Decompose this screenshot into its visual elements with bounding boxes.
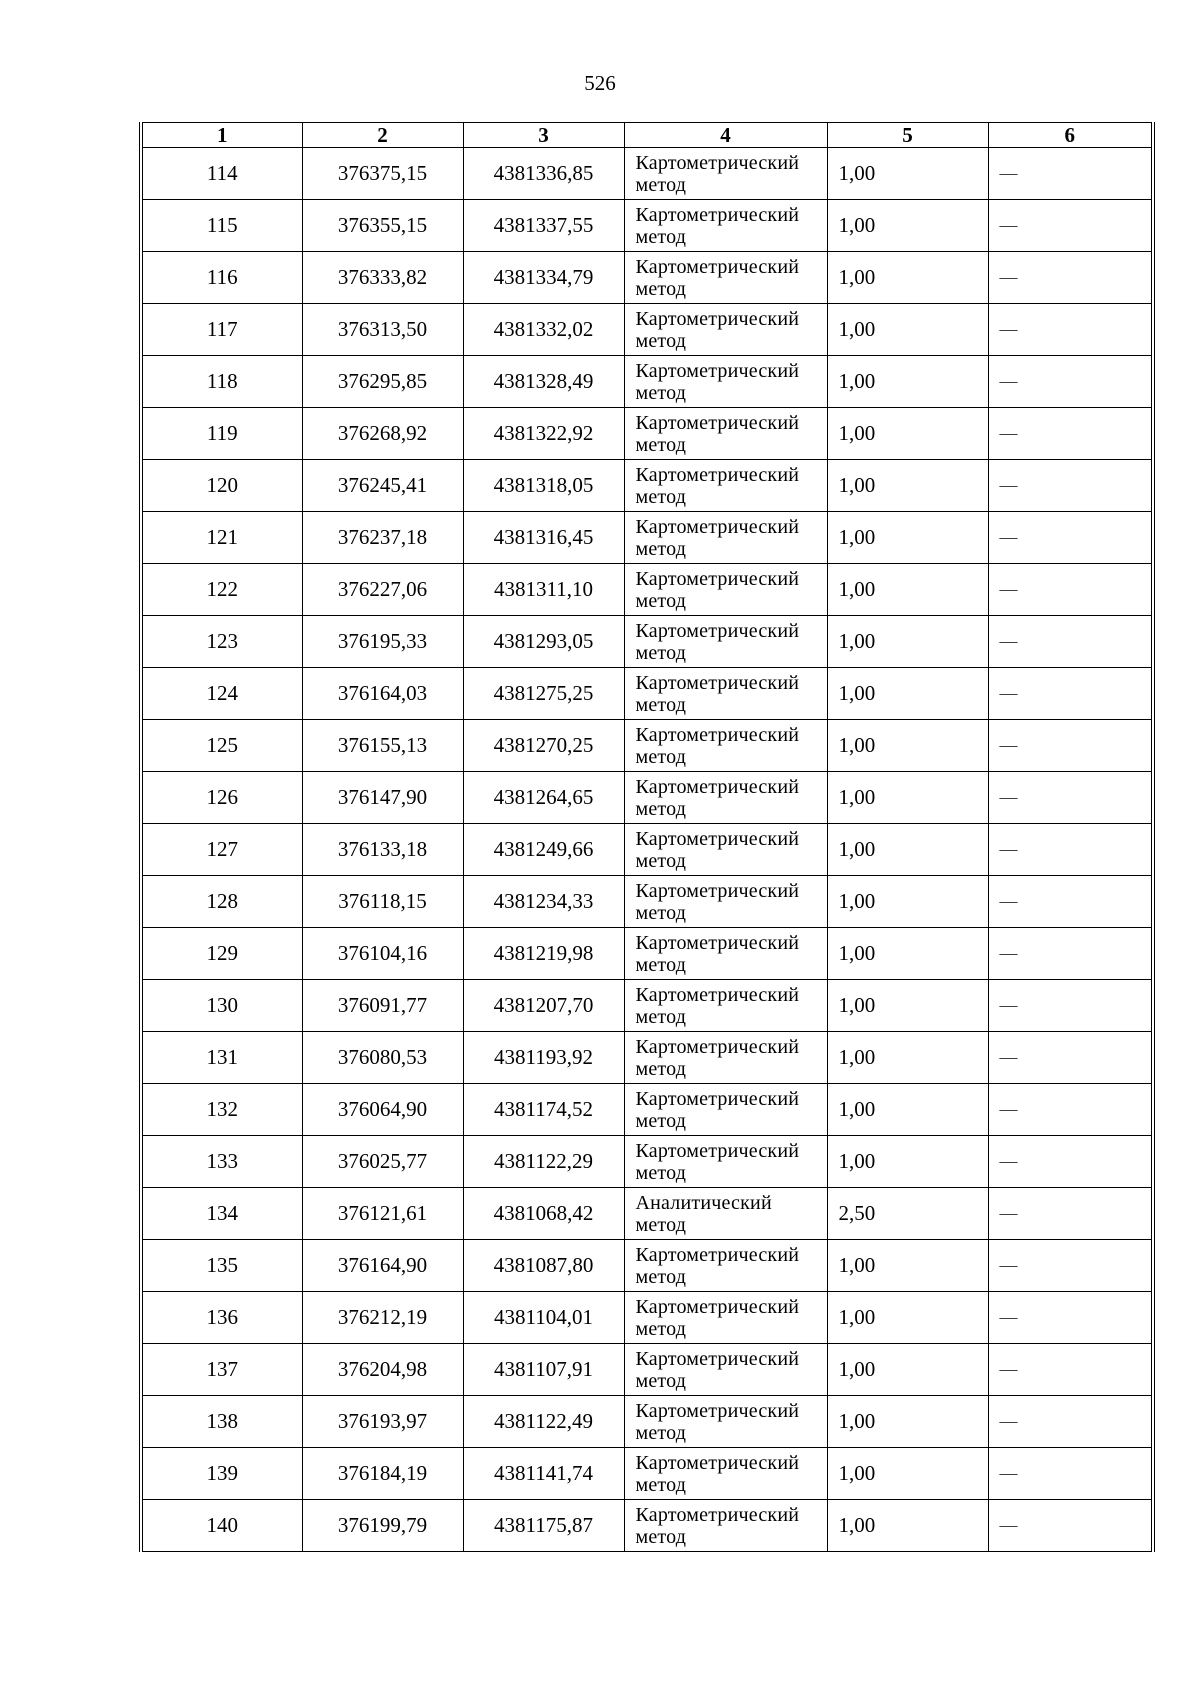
accuracy-cell: 1,00 bbox=[827, 928, 988, 980]
x-coordinate-cell: 376118,15 bbox=[302, 876, 463, 928]
y-coordinate-cell: 4381328,49 bbox=[463, 356, 624, 408]
table-row bbox=[141, 1500, 1153, 1552]
accuracy-cell: 1,00 bbox=[827, 668, 988, 720]
x-coordinate-cell: 376268,92 bbox=[302, 408, 463, 460]
point-number-cell: 133 bbox=[141, 1136, 302, 1188]
x-coordinate-cell: 376295,85 bbox=[302, 356, 463, 408]
method-cell bbox=[624, 980, 827, 1032]
table-row bbox=[141, 1448, 1153, 1500]
method-cell bbox=[624, 304, 827, 356]
method-line: метод bbox=[635, 1421, 687, 1444]
table-row bbox=[141, 876, 1153, 928]
accuracy-cell: 1,00 bbox=[827, 824, 988, 876]
method-line: Аналитический bbox=[635, 1191, 772, 1214]
page-number: 526 bbox=[584, 71, 616, 95]
accuracy-cell: 2,50 bbox=[827, 1188, 988, 1240]
method-line: метод bbox=[635, 1213, 687, 1236]
accuracy-cell: 1,00 bbox=[827, 1448, 988, 1500]
point-number-cell: 115 bbox=[141, 200, 302, 252]
method-line: метод bbox=[635, 1525, 687, 1548]
header-cell-4: 4 bbox=[624, 123, 827, 148]
accuracy-cell: 1,00 bbox=[827, 512, 988, 564]
method-line: Картометрический bbox=[635, 879, 800, 902]
method-line: Картометрический bbox=[635, 619, 800, 642]
table-row bbox=[141, 1032, 1153, 1084]
point-number-cell: 118 bbox=[141, 356, 302, 408]
method-line: метод bbox=[635, 433, 687, 456]
table-row bbox=[141, 1344, 1153, 1396]
method-line: метод bbox=[635, 173, 687, 196]
y-coordinate-cell: 4381336,85 bbox=[463, 148, 624, 200]
method-line: метод bbox=[635, 1369, 687, 1392]
y-coordinate-cell: 4381249,66 bbox=[463, 824, 624, 876]
table-row bbox=[141, 616, 1153, 668]
method-cell bbox=[624, 772, 827, 824]
method-line: Картометрический bbox=[635, 151, 800, 174]
method-line: метод bbox=[635, 225, 687, 248]
note-cell: — bbox=[988, 928, 1153, 980]
accuracy-cell: 1,00 bbox=[827, 1500, 988, 1552]
x-coordinate-cell: 376121,61 bbox=[302, 1188, 463, 1240]
table-row bbox=[141, 1292, 1153, 1344]
method-line: Картометрический bbox=[635, 567, 800, 590]
x-coordinate-cell: 376237,18 bbox=[302, 512, 463, 564]
method-line: метод bbox=[635, 329, 687, 352]
method-cell bbox=[624, 1292, 827, 1344]
method-line: метод bbox=[635, 745, 687, 768]
method-cell bbox=[624, 408, 827, 460]
method-cell bbox=[624, 564, 827, 616]
method-line: метод bbox=[635, 953, 687, 976]
method-line: метод bbox=[635, 589, 687, 612]
y-coordinate-cell: 4381174,52 bbox=[463, 1084, 624, 1136]
point-number-cell: 140 bbox=[141, 1500, 302, 1552]
method-cell bbox=[624, 1500, 827, 1552]
table-row bbox=[141, 564, 1153, 616]
method-line: Картометрический bbox=[635, 255, 800, 278]
note-cell: — bbox=[988, 824, 1153, 876]
accuracy-cell: 1,00 bbox=[827, 616, 988, 668]
method-line: Картометрический bbox=[635, 307, 800, 330]
x-coordinate-cell: 376204,98 bbox=[302, 1344, 463, 1396]
method-line: Картометрический bbox=[635, 723, 800, 746]
method-cell bbox=[624, 1240, 827, 1292]
y-coordinate-cell: 4381270,25 bbox=[463, 720, 624, 772]
point-number-cell: 126 bbox=[141, 772, 302, 824]
method-line: Картометрический bbox=[635, 1399, 800, 1422]
point-number-cell: 137 bbox=[141, 1344, 302, 1396]
y-coordinate-cell: 4381311,10 bbox=[463, 564, 624, 616]
method-line: метод bbox=[635, 537, 687, 560]
y-coordinate-cell: 4381334,79 bbox=[463, 252, 624, 304]
header-cell-3: 3 bbox=[463, 123, 624, 148]
note-cell: — bbox=[988, 304, 1153, 356]
x-coordinate-cell: 376025,77 bbox=[302, 1136, 463, 1188]
method-line: метод bbox=[635, 641, 687, 664]
x-coordinate-cell: 376313,50 bbox=[302, 304, 463, 356]
method-cell bbox=[624, 356, 827, 408]
method-cell bbox=[624, 668, 827, 720]
table-row bbox=[141, 200, 1153, 252]
point-number-cell: 124 bbox=[141, 668, 302, 720]
method-line: Картометрический bbox=[635, 1087, 800, 1110]
accuracy-cell: 1,00 bbox=[827, 304, 988, 356]
x-coordinate-cell: 376064,90 bbox=[302, 1084, 463, 1136]
accuracy-cell: 1,00 bbox=[827, 1136, 988, 1188]
x-coordinate-cell: 376184,19 bbox=[302, 1448, 463, 1500]
accuracy-cell: 1,00 bbox=[827, 408, 988, 460]
note-cell: — bbox=[988, 668, 1153, 720]
accuracy-cell: 1,00 bbox=[827, 1240, 988, 1292]
table-row bbox=[141, 460, 1153, 512]
table-row bbox=[141, 1396, 1153, 1448]
point-number-cell: 120 bbox=[141, 460, 302, 512]
x-coordinate-cell: 376212,19 bbox=[302, 1292, 463, 1344]
y-coordinate-cell: 4381337,55 bbox=[463, 200, 624, 252]
accuracy-cell: 1,00 bbox=[827, 460, 988, 512]
method-cell bbox=[624, 928, 827, 980]
table-body bbox=[141, 148, 1153, 1552]
method-cell bbox=[624, 1344, 827, 1396]
method-cell bbox=[624, 1136, 827, 1188]
method-cell bbox=[624, 148, 827, 200]
header-cell-1: 1 bbox=[141, 123, 302, 148]
note-cell: — bbox=[988, 356, 1153, 408]
x-coordinate-cell: 376091,77 bbox=[302, 980, 463, 1032]
point-number-cell: 132 bbox=[141, 1084, 302, 1136]
note-cell: — bbox=[988, 200, 1153, 252]
point-number-cell: 139 bbox=[141, 1448, 302, 1500]
x-coordinate-cell: 376133,18 bbox=[302, 824, 463, 876]
method-line: Картометрический bbox=[635, 1295, 800, 1318]
x-coordinate-cell: 376227,06 bbox=[302, 564, 463, 616]
point-number-cell: 130 bbox=[141, 980, 302, 1032]
point-number-cell: 129 bbox=[141, 928, 302, 980]
table-row bbox=[141, 252, 1153, 304]
x-coordinate-cell: 376355,15 bbox=[302, 200, 463, 252]
note-cell: — bbox=[988, 1032, 1153, 1084]
x-coordinate-cell: 376164,03 bbox=[302, 668, 463, 720]
table-row bbox=[141, 304, 1153, 356]
note-cell: — bbox=[988, 512, 1153, 564]
y-coordinate-cell: 4381318,05 bbox=[463, 460, 624, 512]
note-cell: — bbox=[988, 1344, 1153, 1396]
point-number-cell: 125 bbox=[141, 720, 302, 772]
point-number-cell: 134 bbox=[141, 1188, 302, 1240]
method-line: Картометрический bbox=[635, 1243, 800, 1266]
y-coordinate-cell: 4381219,98 bbox=[463, 928, 624, 980]
note-cell: — bbox=[988, 1292, 1153, 1344]
method-cell bbox=[624, 512, 827, 564]
method-line: метод bbox=[635, 693, 687, 716]
accuracy-cell: 1,00 bbox=[827, 720, 988, 772]
accuracy-cell: 1,00 bbox=[827, 356, 988, 408]
point-number-cell: 138 bbox=[141, 1396, 302, 1448]
y-coordinate-cell: 4381175,87 bbox=[463, 1500, 624, 1552]
method-cell bbox=[624, 616, 827, 668]
header-row bbox=[141, 123, 1153, 148]
y-coordinate-cell: 4381068,42 bbox=[463, 1188, 624, 1240]
note-cell: — bbox=[988, 252, 1153, 304]
point-number-cell: 121 bbox=[141, 512, 302, 564]
method-cell bbox=[624, 1396, 827, 1448]
x-coordinate-cell: 376195,33 bbox=[302, 616, 463, 668]
coordinates-table bbox=[139, 122, 1155, 1552]
note-cell: — bbox=[988, 408, 1153, 460]
method-line: метод bbox=[635, 797, 687, 820]
accuracy-cell: 1,00 bbox=[827, 200, 988, 252]
accuracy-cell: 1,00 bbox=[827, 564, 988, 616]
note-cell: — bbox=[988, 460, 1153, 512]
method-cell bbox=[624, 252, 827, 304]
point-number-cell: 135 bbox=[141, 1240, 302, 1292]
method-line: метод bbox=[635, 1057, 687, 1080]
method-line: Картометрический bbox=[635, 1451, 800, 1474]
accuracy-cell: 1,00 bbox=[827, 876, 988, 928]
method-line: метод bbox=[635, 1473, 687, 1496]
method-cell bbox=[624, 876, 827, 928]
header-cell-5: 5 bbox=[827, 123, 988, 148]
x-coordinate-cell: 376155,13 bbox=[302, 720, 463, 772]
note-cell: — bbox=[988, 1240, 1153, 1292]
header-cell-2: 2 bbox=[302, 123, 463, 148]
accuracy-cell: 1,00 bbox=[827, 1084, 988, 1136]
y-coordinate-cell: 4381275,25 bbox=[463, 668, 624, 720]
method-line: метод bbox=[635, 1265, 687, 1288]
table-row bbox=[141, 980, 1153, 1032]
y-coordinate-cell: 4381122,49 bbox=[463, 1396, 624, 1448]
method-line: Картометрический bbox=[635, 931, 800, 954]
y-coordinate-cell: 4381322,92 bbox=[463, 408, 624, 460]
accuracy-cell: 1,00 bbox=[827, 772, 988, 824]
y-coordinate-cell: 4381104,01 bbox=[463, 1292, 624, 1344]
x-coordinate-cell: 376164,90 bbox=[302, 1240, 463, 1292]
y-coordinate-cell: 4381332,02 bbox=[463, 304, 624, 356]
method-line: Картометрический bbox=[635, 775, 800, 798]
table-row bbox=[141, 772, 1153, 824]
x-coordinate-cell: 376104,16 bbox=[302, 928, 463, 980]
method-cell bbox=[624, 1188, 827, 1240]
method-line: Картометрический bbox=[635, 1503, 800, 1526]
point-number-cell: 116 bbox=[141, 252, 302, 304]
table-row bbox=[141, 1136, 1153, 1188]
table-row bbox=[141, 1240, 1153, 1292]
method-cell bbox=[624, 720, 827, 772]
method-line: Картометрический bbox=[635, 983, 800, 1006]
method-line: Картометрический bbox=[635, 671, 800, 694]
note-cell: — bbox=[988, 1188, 1153, 1240]
y-coordinate-cell: 4381207,70 bbox=[463, 980, 624, 1032]
method-cell bbox=[624, 1448, 827, 1500]
note-cell: — bbox=[988, 148, 1153, 200]
point-number-cell: 114 bbox=[141, 148, 302, 200]
method-line: Картометрический bbox=[635, 411, 800, 434]
method-line: метод bbox=[635, 381, 687, 404]
method-line: Картометрический bbox=[635, 1347, 800, 1370]
method-line: Картометрический bbox=[635, 1035, 800, 1058]
table-row bbox=[141, 824, 1153, 876]
y-coordinate-cell: 4381141,74 bbox=[463, 1448, 624, 1500]
accuracy-cell: 1,00 bbox=[827, 148, 988, 200]
point-number-cell: 122 bbox=[141, 564, 302, 616]
table-row bbox=[141, 1084, 1153, 1136]
table-row bbox=[141, 928, 1153, 980]
y-coordinate-cell: 4381293,05 bbox=[463, 616, 624, 668]
method-line: Картометрический bbox=[635, 515, 800, 538]
note-cell: — bbox=[988, 876, 1153, 928]
y-coordinate-cell: 4381087,80 bbox=[463, 1240, 624, 1292]
method-line: метод bbox=[635, 1109, 687, 1132]
table-row bbox=[141, 512, 1153, 564]
method-cell bbox=[624, 824, 827, 876]
x-coordinate-cell: 376080,53 bbox=[302, 1032, 463, 1084]
accuracy-cell: 1,00 bbox=[827, 980, 988, 1032]
table-row bbox=[141, 720, 1153, 772]
note-cell: — bbox=[988, 1084, 1153, 1136]
y-coordinate-cell: 4381316,45 bbox=[463, 512, 624, 564]
note-cell: — bbox=[988, 564, 1153, 616]
x-coordinate-cell: 376333,82 bbox=[302, 252, 463, 304]
accuracy-cell: 1,00 bbox=[827, 252, 988, 304]
accuracy-cell: 1,00 bbox=[827, 1396, 988, 1448]
note-cell: — bbox=[988, 1136, 1153, 1188]
method-line: метод bbox=[635, 1317, 687, 1340]
y-coordinate-cell: 4381107,91 bbox=[463, 1344, 624, 1396]
y-coordinate-cell: 4381264,65 bbox=[463, 772, 624, 824]
method-line: метод bbox=[635, 901, 687, 924]
note-cell: — bbox=[988, 720, 1153, 772]
note-cell: — bbox=[988, 1396, 1153, 1448]
note-cell: — bbox=[988, 980, 1153, 1032]
method-line: метод bbox=[635, 849, 687, 872]
note-cell: — bbox=[988, 772, 1153, 824]
x-coordinate-cell: 376375,15 bbox=[302, 148, 463, 200]
method-cell bbox=[624, 200, 827, 252]
header-cell-6: 6 bbox=[988, 123, 1153, 148]
method-line: метод bbox=[635, 1161, 687, 1184]
accuracy-cell: 1,00 bbox=[827, 1032, 988, 1084]
point-number-cell: 127 bbox=[141, 824, 302, 876]
method-line: Картометрический bbox=[635, 203, 800, 226]
y-coordinate-cell: 4381193,92 bbox=[463, 1032, 624, 1084]
y-coordinate-cell: 4381122,29 bbox=[463, 1136, 624, 1188]
method-line: Картометрический bbox=[635, 1139, 800, 1162]
method-line: Картометрический bbox=[635, 463, 800, 486]
point-number-cell: 128 bbox=[141, 876, 302, 928]
method-cell bbox=[624, 1084, 827, 1136]
point-number-cell: 136 bbox=[141, 1292, 302, 1344]
method-line: Картометрический bbox=[635, 827, 800, 850]
note-cell: — bbox=[988, 616, 1153, 668]
method-line: Картометрический bbox=[635, 359, 800, 382]
x-coordinate-cell: 376193,97 bbox=[302, 1396, 463, 1448]
point-number-cell: 119 bbox=[141, 408, 302, 460]
method-cell bbox=[624, 1032, 827, 1084]
point-number-cell: 123 bbox=[141, 616, 302, 668]
accuracy-cell: 1,00 bbox=[827, 1344, 988, 1396]
table-row bbox=[141, 408, 1153, 460]
method-line: метод bbox=[635, 485, 687, 508]
note-cell: — bbox=[988, 1500, 1153, 1552]
y-coordinate-cell: 4381234,33 bbox=[463, 876, 624, 928]
table-header bbox=[141, 123, 1153, 148]
coordinates-table-wrapper bbox=[139, 122, 1151, 1552]
table-row bbox=[141, 1188, 1153, 1240]
table-row bbox=[141, 668, 1153, 720]
accuracy-cell: 1,00 bbox=[827, 1292, 988, 1344]
point-number-cell: 117 bbox=[141, 304, 302, 356]
x-coordinate-cell: 376147,90 bbox=[302, 772, 463, 824]
point-number-cell: 131 bbox=[141, 1032, 302, 1084]
method-line: метод bbox=[635, 1005, 687, 1028]
x-coordinate-cell: 376245,41 bbox=[302, 460, 463, 512]
table-row bbox=[141, 356, 1153, 408]
table-row bbox=[141, 148, 1153, 200]
x-coordinate-cell: 376199,79 bbox=[302, 1500, 463, 1552]
method-line: метод bbox=[635, 277, 687, 300]
note-cell: — bbox=[988, 1448, 1153, 1500]
method-cell bbox=[624, 460, 827, 512]
